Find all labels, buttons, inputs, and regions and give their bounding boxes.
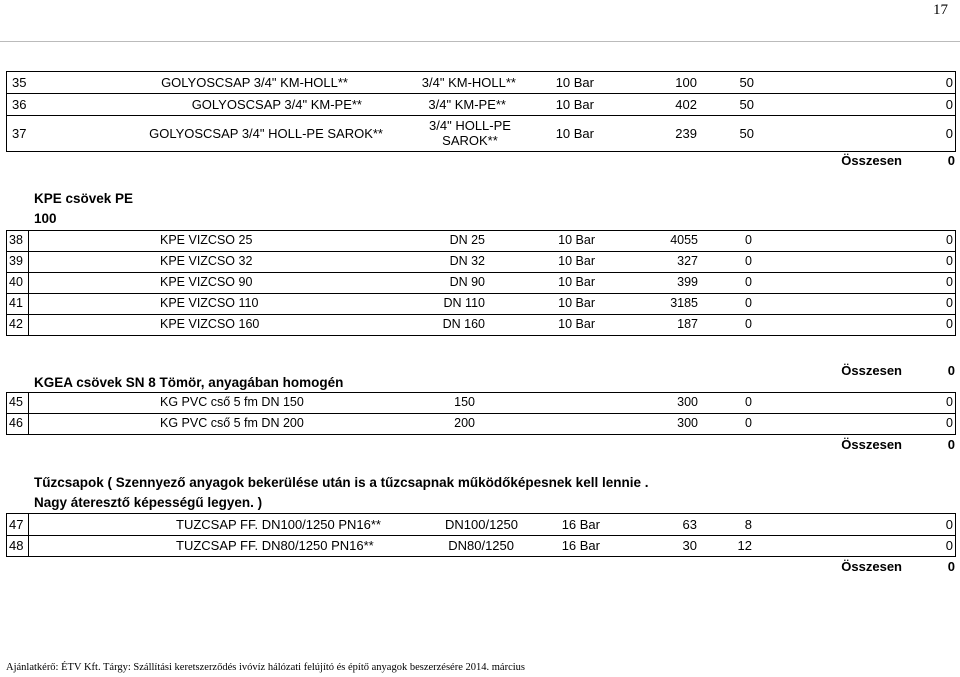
item-name: GOLYOSCSAP 3/4" HOLL-PE SAROK** (149, 125, 383, 141)
item-quantity: 239 (675, 125, 697, 141)
item-value: 0 (946, 275, 953, 289)
table-row (0, 71, 960, 93)
item-name: KG PVC cső 5 fm DN 200 (160, 416, 304, 430)
item-percent: 50 (739, 96, 754, 112)
item-quantity: 402 (675, 96, 697, 112)
sum-value: 0 (947, 363, 955, 378)
item-name: KG PVC cső 5 fm DN 150 (160, 395, 304, 409)
item-percent: 0 (745, 233, 752, 247)
item-pressure: 10 Bar (558, 296, 595, 310)
item-value: 0 (946, 395, 953, 409)
item-percent: 50 (739, 74, 754, 90)
page-number: 17 (933, 2, 948, 18)
section-title: KGEA csövek SN 8 Tömör, anyagában homogén (34, 375, 344, 390)
item-pressure: 16 Bar (561, 538, 600, 553)
row-number: 35 (12, 74, 27, 90)
table-row (0, 314, 960, 335)
item-quantity: 63 (682, 516, 697, 532)
item-quantity: 3185 (670, 296, 698, 310)
table-row (0, 293, 960, 314)
item-value: 0 (945, 516, 953, 532)
table-row (0, 392, 960, 413)
item-value: 0 (945, 125, 953, 141)
section-title: Tűzcsapok ( Szennyező anyagok bekerülése után is a tűzcsapnak működőképesnek kell lennie . (34, 475, 649, 490)
table-border (6, 556, 955, 557)
item-percent: 8 (744, 516, 752, 532)
item-dimension: DN 110 (443, 296, 485, 310)
table-row (0, 413, 960, 434)
row-number: 36 (12, 96, 27, 112)
item-pressure: 10 Bar (555, 125, 594, 141)
item-dimension: 200 (454, 416, 475, 430)
item-dimension: DN 25 (449, 233, 485, 247)
sum-value: 0 (947, 437, 955, 452)
item-percent: 0 (745, 254, 752, 268)
item-quantity: 100 (675, 74, 697, 90)
item-dimension: DN 160 (442, 317, 485, 331)
item-dimension: 3/4" KM-PE** (428, 96, 506, 112)
section-kpe (0, 230, 960, 335)
item-pressure: 10 Bar (558, 275, 595, 289)
row-number: 40 (9, 275, 23, 289)
item-value: 0 (946, 317, 953, 331)
sum-label: Összesen (841, 153, 902, 168)
item-name: KPE VIZCSO 32 (160, 254, 253, 268)
item-percent: 12 (737, 538, 752, 553)
item-quantity: 300 (677, 395, 698, 409)
item-value: 0 (946, 416, 953, 430)
item-pressure: 10 Bar (558, 317, 595, 331)
table-border (6, 151, 955, 152)
item-quantity: 300 (677, 416, 698, 430)
section-title: KPE csövek PE (34, 191, 134, 206)
section-kgea (0, 392, 960, 434)
item-value: 0 (946, 233, 953, 247)
section-title: Nagy áteresztő képességű legyen. ) (34, 495, 263, 510)
item-name: KPE VIZCSO 110 (160, 296, 259, 310)
table-border (6, 434, 955, 435)
table-row (0, 93, 960, 115)
item-quantity: 187 (677, 317, 698, 331)
item-pressure: 10 Bar (555, 96, 594, 112)
item-name: TUZCSAP FF. DN80/1250 PN16** (176, 538, 374, 553)
item-dimension-line: 3/4" HOLL-PE (429, 118, 511, 133)
row-number: 46 (9, 416, 23, 430)
item-pressure: 10 Bar (555, 74, 594, 90)
item-percent: 50 (739, 125, 754, 141)
item-quantity: 327 (677, 254, 698, 268)
item-value: 0 (945, 96, 953, 112)
item-dimension: DN100/1250 (445, 516, 518, 532)
table-row (0, 272, 960, 293)
item-percent: 0 (745, 317, 752, 331)
item-dimension (400, 115, 540, 151)
sum-label: Összesen (841, 363, 902, 378)
item-quantity: 4055 (670, 233, 698, 247)
page-footer: Ajánlatkérő: ÉTV Kft. Tárgy: Szállítási keretszerződés ivóvíz hálózati felújító és építő anyagok beszerzésére 2014. március (6, 662, 525, 673)
row-number: 41 (9, 296, 23, 310)
item-pressure: 10 Bar (558, 254, 595, 268)
section-tuzcsap (0, 513, 960, 556)
item-dimension: DN 90 (449, 275, 485, 289)
row-number: 37 (12, 125, 27, 141)
row-number: 42 (9, 317, 23, 331)
sum-label: Összesen (841, 437, 902, 452)
item-dimension: 150 (454, 395, 475, 409)
table-row (0, 230, 960, 251)
table-row (0, 115, 960, 151)
item-percent: 0 (745, 275, 752, 289)
item-name: KPE VIZCSO 160 (160, 317, 260, 331)
row-number: 48 (9, 538, 24, 553)
item-name: TUZCSAP FF. DN100/1250 PN16** (176, 516, 381, 532)
item-quantity: 30 (682, 538, 697, 553)
section-title: 100 (34, 211, 57, 226)
item-dimension-line: SAROK** (442, 133, 498, 148)
item-quantity: 399 (677, 275, 698, 289)
item-value: 0 (946, 254, 953, 268)
item-percent: 0 (745, 296, 752, 310)
item-dimension: 3/4" KM-HOLL** (421, 74, 516, 90)
table-row (0, 513, 960, 535)
row-number: 39 (9, 254, 23, 268)
item-name: GOLYOSCSAP 3/4" KM-HOLL** (161, 74, 348, 90)
item-percent: 0 (745, 395, 752, 409)
item-value: 0 (945, 538, 953, 553)
row-number: 38 (9, 233, 23, 247)
item-percent: 0 (745, 416, 752, 430)
table-border (6, 335, 955, 336)
item-pressure: 16 Bar (561, 516, 600, 532)
item-pressure: 10 Bar (558, 233, 595, 247)
item-value: 0 (946, 296, 953, 310)
table-row (0, 535, 960, 556)
item-name: KPE VIZCSO 25 (160, 233, 253, 247)
sum-label: Összesen (841, 559, 902, 574)
row-number: 47 (9, 516, 24, 532)
item-dimension: DN80/1250 (448, 538, 514, 553)
sum-value: 0 (947, 559, 955, 574)
table-row (0, 251, 960, 272)
sum-value: 0 (947, 153, 955, 168)
item-name: GOLYOSCSAP 3/4" KM-PE** (191, 96, 362, 112)
item-name: KPE VIZCSO 90 (160, 275, 253, 289)
top-rule (0, 41, 960, 42)
row-number: 45 (9, 395, 23, 409)
section-golyoscsap (0, 71, 960, 151)
item-value: 0 (945, 74, 953, 90)
item-dimension: DN 32 (449, 254, 485, 268)
